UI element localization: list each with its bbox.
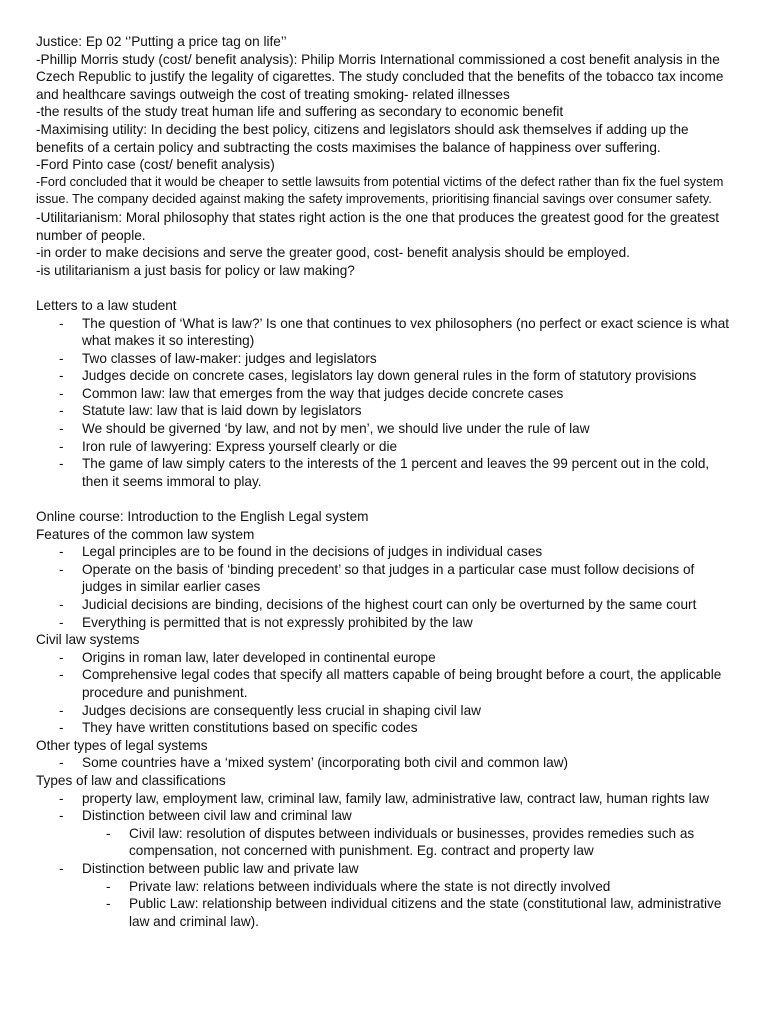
sub-list-item-text: Public Law: relationship between individual citizens and the state (constitutional law, administrative law and criminal law). <box>129 896 722 929</box>
list-item <box>36 614 736 632</box>
list-item-text: Some countries have a ‘mixed system’ (incorporating both civil and common law) <box>82 755 569 771</box>
justice-title: Justice: Ep 02 ‘’Putting a price tag on life’’ <box>36 34 287 49</box>
bullet-dash: - <box>59 403 64 419</box>
section-spacer <box>36 490 736 508</box>
letters-title: Letters to a law student <box>36 297 177 313</box>
bullet-dash: - <box>59 790 64 806</box>
bullet-dash: - <box>59 456 64 472</box>
types-of-law-list <box>36 790 736 931</box>
list-item <box>36 350 736 368</box>
sub-list <box>82 878 736 931</box>
list-item-text: The game of law simply caters to the interests of the 1 percent and leaves the 99 percent out in the cold, then it seems immoral to play. <box>82 456 710 489</box>
list-item-text: We should be giverned ‘by law, and not by men’, we should live under the rule of law <box>82 421 590 437</box>
bullet-dash: - <box>59 808 64 824</box>
list-item-text: property law, employment law, criminal law, family law, administrative law, contract law, human rights law <box>82 790 710 806</box>
list-item <box>36 596 736 614</box>
bullet-dash: - <box>59 315 64 331</box>
list-item-text: They have written constitutions based on specific codes <box>82 720 418 736</box>
justice-line-results: -the results of the study treat human life and suffering as secondary to economic benefit <box>36 104 564 120</box>
bullet-dash: - <box>106 825 111 841</box>
list-item <box>36 455 736 490</box>
list-item <box>36 385 736 403</box>
list-item-text: Judges decisions are consequently less crucial in shaping civil law <box>82 702 481 718</box>
common-law-list <box>36 543 736 631</box>
other-systems-list <box>36 754 736 772</box>
list-item <box>36 438 736 456</box>
sub-list-item-text: Civil law: resolution of disputes between individuals or businesses, provides remedies such as compensation, not concerned with punishment. Eg. contract and property law <box>129 825 695 859</box>
section-spacer <box>36 279 736 297</box>
list-item <box>36 666 736 701</box>
list-item-text: Judges decide on concrete cases, legislators lay down general rules in the form of statutory provisions <box>82 368 697 384</box>
list-item-text: Operate on the basis of ‘binding precedent’ so that judges in a particular case must follow decisions of judges in similar earlier cases <box>82 561 695 595</box>
bullet-dash: - <box>59 667 64 683</box>
bullet-dash: - <box>59 438 64 454</box>
bullet-dash: - <box>59 421 64 437</box>
bullet-dash: - <box>59 649 64 665</box>
bullet-dash: - <box>59 385 64 401</box>
list-item <box>36 649 736 667</box>
bullet-dash: - <box>59 544 64 560</box>
list-item <box>36 754 736 772</box>
list-item-text: Two classes of law-maker: judges and legislators <box>82 350 377 366</box>
sub-list <box>82 825 736 860</box>
list-item <box>36 807 736 860</box>
list-item-text: Statute law: law that is laid down by legislators <box>82 403 362 419</box>
list-item-text: Distinction between public law and private law <box>82 860 359 876</box>
justice-line-utilitarianism: -Utilitarianism: Moral philosophy that states right action is the one that produces the greatest good for the greatest number of people. <box>36 209 720 243</box>
list-item <box>36 790 736 808</box>
bullet-dash: - <box>59 720 64 736</box>
bullet-dash: - <box>59 860 64 876</box>
list-item-text: Common law: law that emerges from the way that judges decide concrete cases <box>82 385 564 401</box>
list-item <box>36 719 736 737</box>
list-item <box>36 367 736 385</box>
sub-list-item-text: Private law: relations between individuals where the state is not directly involved <box>129 878 611 894</box>
bullet-dash: - <box>59 350 64 366</box>
justice-line-question: -is utilitarianism a just basis for policy or law making? <box>36 262 355 278</box>
bullet-dash: - <box>59 597 64 612</box>
justice-line-ford-concluded: -Ford concluded that it would be cheaper to settle lawsuits from potential victims of the defect rather than fix the fuel system issue. The company decided against making the safety improvements, prioritising financial savings over consumer safety. <box>36 174 724 207</box>
letters-list <box>36 315 736 491</box>
list-item <box>36 315 736 350</box>
civil-law-list <box>36 649 736 737</box>
list-item-text: Judicial decisions are binding, decisions of the highest court can only be overturned by the same court <box>82 597 697 612</box>
sub-list-item <box>36 895 736 930</box>
list-item-text: Origins in roman law, later developed in continental europe <box>82 649 436 665</box>
list-item <box>36 402 736 420</box>
sub-list-item <box>36 878 736 896</box>
other-systems-heading: Other types of legal systems <box>36 737 208 753</box>
justice-line-decisions: -in order to make decisions and serve the greater good, cost- benefit analysis should be employed. <box>36 245 630 261</box>
justice-line-ford-pinto: -Ford Pinto case (cost/ benefit analysis) <box>36 157 275 173</box>
online-course-title: Online course: Introduction to the English Legal system <box>36 509 369 525</box>
bullet-dash: - <box>59 702 64 718</box>
list-item <box>36 702 736 720</box>
bullet-dash: - <box>59 368 64 384</box>
list-item-text: Iron rule of lawyering: Express yourself clearly or die <box>82 438 398 454</box>
bullet-dash: - <box>59 561 64 577</box>
common-law-heading: Features of the common law system <box>36 526 255 542</box>
types-of-law-heading: Types of law and classifications <box>36 772 226 788</box>
list-item-text: Everything is permitted that is not expressly prohibited by the law <box>82 614 473 630</box>
list-item-text: Distinction between civil law and criminal law <box>82 808 352 824</box>
list-item <box>36 420 736 438</box>
list-item <box>36 543 736 561</box>
list-item-text: Comprehensive legal codes that specify all matters capable of being brought before a court, the applicable procedure and punishment. <box>82 667 722 700</box>
bullet-dash: - <box>106 878 111 894</box>
list-item-text: Legal principles are to be found in the decisions of judges in individual cases <box>82 544 543 560</box>
civil-law-heading: Civil law systems <box>36 632 140 648</box>
justice-line-philip-morris: -Phillip Morris study (cost/ benefit analysis): Philip Morris International commissioned a cost benefit analysis in the Czech Republic to justify the legality of cigarettes. The study concluded that the benefits of the tobacco tax income and healthcare savings outweigh the cost of treating smoking- related illnesses <box>36 51 724 102</box>
justice-line-maximising-utility: -Maximising utility: In deciding the best policy, citizens and legislators should ask themselves if adding up the benefits of a certain policy and subtracting the costs maximises the balance of happiness over suffering. <box>36 121 689 155</box>
list-item <box>36 561 736 596</box>
list-item <box>36 860 736 930</box>
sub-list-item <box>36 825 736 860</box>
bullet-dash: - <box>106 896 111 912</box>
document-page <box>36 33 736 930</box>
bullet-dash: - <box>59 614 64 630</box>
bullet-dash: - <box>59 755 64 771</box>
list-item-text: The question of ‘What is law?’ Is one that continues to vex philosophers (no perfect or exact science is what what makes it so interesting) <box>82 315 730 349</box>
